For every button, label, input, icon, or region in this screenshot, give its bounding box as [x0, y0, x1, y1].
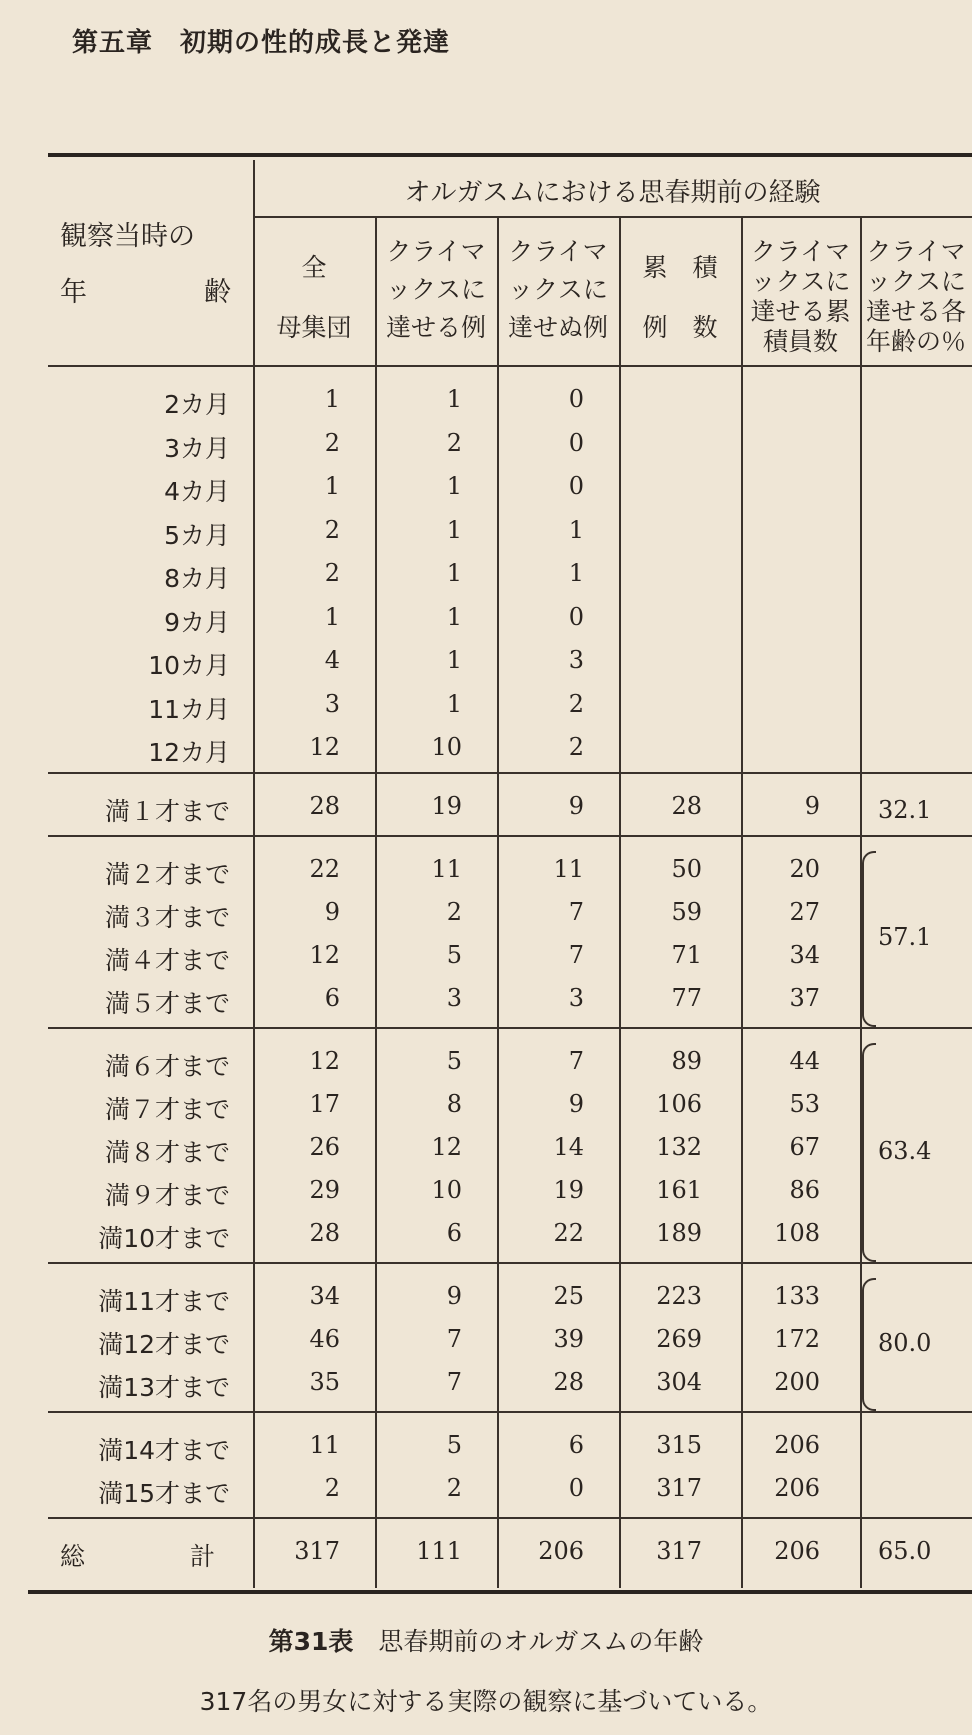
row-age-label: 満２才まで	[104, 860, 230, 889]
column-header-1-line1: 全	[301, 253, 327, 282]
cell-climax-no: 2	[568, 733, 584, 761]
column-header-3-line2: ックスに	[508, 275, 608, 304]
cell-total: 34	[309, 1282, 340, 1310]
cell-climax-no: 3	[568, 984, 584, 1012]
cell-cumulative-climax: 86	[789, 1176, 820, 1204]
group-percentage: 63.4	[878, 1136, 932, 1165]
cell-climax-no: 0	[568, 602, 584, 631]
column-header-4-line2: 例 数	[642, 313, 718, 342]
group-brace	[862, 1278, 876, 1411]
table-caption	[0, 1622, 972, 1658]
cell-cumulative-climax: 44	[789, 1047, 820, 1075]
total-label-b: 計	[190, 1542, 216, 1571]
row-age-label: 満８才まで	[104, 1138, 230, 1167]
group-header: オルガスムにおける思春期前の経験	[404, 178, 821, 208]
cell-climax-yes: 1	[446, 515, 462, 544]
table-bottom-rule	[28, 1590, 972, 1594]
row-age-label: 12カ月	[148, 738, 230, 767]
row-age-label: 満６才まで	[104, 1052, 230, 1081]
column-header-5-line1: クライマ	[750, 237, 851, 266]
cell-total: 4	[324, 646, 340, 674]
cell-climax-yes: 8	[446, 1090, 462, 1118]
column-header-5-line4: 積員数	[762, 327, 838, 356]
row-age-label: 満12才まで	[98, 1330, 230, 1359]
cell-total: 46	[309, 1325, 340, 1353]
row-age-label: 5カ月	[164, 520, 230, 550]
cell-climax-no: 2	[568, 689, 584, 718]
group-percentage: 32.1	[878, 795, 932, 824]
cell-climax-no: 6	[568, 1431, 584, 1459]
group-brace	[862, 851, 876, 1027]
cell-cumulative: 269	[656, 1325, 702, 1353]
cell-cumulative: 223	[656, 1282, 702, 1310]
cell-total: 9	[324, 898, 340, 926]
cell-climax-no: 19	[553, 1176, 584, 1204]
group-percentage: 80.0	[878, 1328, 932, 1357]
cell-climax-yes: 2	[446, 428, 462, 457]
table-number: 第31表	[268, 1627, 354, 1656]
row-age-label: 満10才まで	[98, 1224, 230, 1253]
row-age-label: 満１才まで	[104, 797, 230, 826]
cell-total: 2	[324, 515, 340, 544]
cell-climax-no: 9	[568, 792, 584, 820]
row-age-label: 満11才まで	[98, 1287, 230, 1316]
cell-climax-no: 39	[553, 1325, 584, 1353]
cell-climax-no: 0	[568, 385, 584, 413]
cell-climax-no: 9	[568, 1090, 584, 1118]
cell-climax-no: 25	[553, 1282, 584, 1310]
cell-cumulative: 315	[656, 1431, 702, 1459]
cell-cumulative-climax: 206	[774, 1474, 820, 1502]
cell-cumulative-climax: 206	[774, 1431, 820, 1459]
cell-cumulative-climax: 27	[789, 898, 820, 926]
header-bottom-rule	[48, 365, 972, 367]
row-age-label: 満３才まで	[104, 903, 230, 932]
column-header-4-line1: 累 積	[642, 253, 718, 282]
cell-total: 28	[309, 792, 340, 820]
cell-climax-yes: 5	[446, 1431, 462, 1459]
column-header-2-line1: クライマ	[386, 237, 486, 266]
column-header-3-line1: クライマ	[508, 237, 608, 266]
cell-cumulative-climax: 53	[789, 1090, 820, 1118]
cell-total: 1	[324, 602, 340, 631]
column-header-6-line2: ックスに	[866, 267, 966, 296]
cell-total: 2	[324, 559, 340, 587]
cell-climax-yes: 2	[446, 1474, 462, 1502]
cell-climax-yes: 10	[431, 733, 462, 761]
cell-climax-no: 0	[568, 472, 584, 500]
cell-total: 17	[309, 1090, 340, 1118]
cell-climax-no: 7	[568, 1047, 584, 1075]
cell-cumulative: 161	[656, 1176, 702, 1204]
cell-cumulative: 59	[671, 898, 702, 926]
cell-cumulative: 89	[671, 1047, 702, 1075]
cell-climax-yes: 7	[446, 1368, 462, 1396]
cell-cumulative: 189	[656, 1219, 702, 1247]
cell-cumulative: 28	[671, 792, 702, 820]
column-header-6-line1: クライマ	[866, 237, 966, 266]
cell-climax-yes: 7	[446, 1325, 462, 1353]
row-header-line2b: 齢	[204, 277, 231, 308]
cell-climax-no: 28	[553, 1368, 584, 1396]
total-total: 317	[294, 1537, 340, 1565]
cell-climax-yes: 9	[446, 1282, 462, 1310]
cell-total: 12	[309, 1047, 340, 1075]
cell-cumulative-climax: 172	[774, 1325, 820, 1353]
cell-climax-yes: 1	[446, 559, 462, 587]
column-header-5-line3: 達せる累	[750, 297, 851, 326]
cell-cumulative-climax: 20	[789, 855, 820, 883]
column-header-6-line3: 達せる各	[865, 297, 966, 326]
cell-cumulative-climax: 108	[774, 1219, 820, 1247]
cell-total: 11	[309, 1431, 340, 1459]
cell-total: 35	[309, 1368, 340, 1396]
cell-climax-no: 11	[553, 855, 584, 883]
row-age-label: 3カ月	[164, 433, 230, 463]
column-header-3-line3: 達せぬ例	[507, 313, 608, 342]
cell-climax-yes: 11	[431, 855, 462, 883]
cell-total: 1	[324, 385, 340, 413]
cell-cumulative: 50	[671, 855, 702, 883]
row-age-label: 満14才まで	[98, 1436, 230, 1465]
row-age-label: 4カ月	[164, 477, 230, 506]
cell-cumulative-climax: 200	[774, 1368, 820, 1396]
column-header-5-line2: ックスに	[750, 267, 851, 296]
cell-cumulative: 317	[656, 1474, 702, 1502]
cell-total: 26	[309, 1133, 340, 1161]
cell-climax-no: 14	[553, 1133, 584, 1161]
group-divider	[48, 772, 972, 774]
cell-climax-yes: 2	[446, 898, 462, 926]
total-climax-yes: 111	[416, 1537, 462, 1565]
group-divider	[48, 835, 972, 837]
cell-climax-yes: 6	[446, 1219, 462, 1247]
column-header-2-line2: ックスに	[386, 275, 486, 304]
cell-climax-yes: 1	[446, 472, 462, 500]
running-head: 第五章 初期の性的成長と発達	[72, 28, 451, 58]
row-age-label: 満９才まで	[104, 1181, 230, 1210]
total-cumulative-climax: 206	[774, 1537, 820, 1565]
cell-cumulative: 304	[656, 1368, 702, 1396]
row-age-label: 2カ月	[164, 390, 230, 419]
cell-cumulative-climax: 133	[774, 1282, 820, 1310]
row-age-label: 8カ月	[164, 564, 230, 593]
cell-total: 2	[324, 428, 340, 457]
cell-climax-yes: 5	[446, 1047, 462, 1075]
row-age-label: 満７才まで	[104, 1095, 230, 1124]
group-divider	[48, 1411, 972, 1413]
row-age-label: 9カ月	[164, 607, 230, 637]
cell-total: 12	[309, 733, 340, 761]
row-age-label: 満４才まで	[104, 946, 230, 975]
total-cumulative: 317	[656, 1537, 702, 1565]
table-top-rule	[48, 153, 972, 157]
cell-cumulative-climax: 34	[789, 941, 820, 969]
group-divider	[48, 1262, 972, 1264]
cell-total: 2	[324, 1474, 340, 1502]
column-header-6-line4: 年齢の％	[865, 327, 966, 356]
cell-climax-no: 7	[568, 941, 584, 969]
cell-climax-no: 1	[568, 559, 584, 587]
cell-climax-yes: 1	[446, 385, 462, 413]
cell-climax-no: 1	[568, 515, 584, 544]
column-header-1-line2: 母集団	[276, 313, 352, 342]
row-age-label: 11カ月	[148, 694, 230, 724]
group-percentage: 57.1	[878, 923, 932, 951]
cell-total: 22	[309, 855, 340, 883]
cell-total: 29	[309, 1176, 340, 1204]
cell-total: 1	[324, 472, 340, 500]
cell-climax-no: 3	[568, 646, 584, 674]
cell-cumulative: 106	[656, 1090, 702, 1118]
cell-climax-yes: 5	[446, 941, 462, 969]
cell-climax-yes: 3	[446, 984, 462, 1012]
cell-cumulative: 71	[671, 941, 702, 969]
cell-cumulative: 132	[656, 1133, 702, 1161]
cell-climax-no: 22	[553, 1219, 584, 1247]
cell-climax-yes: 1	[446, 646, 462, 674]
group-brace	[862, 1043, 876, 1262]
total-label-a: 総	[60, 1542, 86, 1571]
row-header-line1: 観察当時の	[60, 221, 195, 252]
cell-total: 12	[309, 941, 340, 969]
group-header-rule	[253, 216, 972, 218]
cell-total: 6	[324, 984, 340, 1012]
cell-climax-no: 0	[568, 428, 584, 457]
total-climax-no: 206	[538, 1537, 584, 1565]
group-divider	[48, 1027, 972, 1029]
cell-cumulative: 77	[671, 984, 702, 1012]
row-age-label: 満13才まで	[98, 1373, 230, 1402]
cell-cumulative-climax: 9	[804, 792, 820, 820]
row-header-line2a: 年	[60, 277, 87, 308]
cell-cumulative-climax: 37	[789, 984, 820, 1012]
cell-total: 3	[324, 689, 340, 718]
cell-climax-yes: 19	[431, 792, 462, 820]
cell-climax-yes: 1	[446, 689, 462, 718]
cell-climax-no: 7	[568, 898, 584, 926]
row-age-label: 10カ月	[148, 651, 230, 680]
column-header-2-line3: 達せる例	[385, 313, 486, 342]
row-age-label: 満15才まで	[98, 1479, 230, 1508]
cell-climax-yes: 10	[431, 1176, 462, 1204]
table-title: 思春期前のオルガスムの年齢	[378, 1627, 704, 1656]
cell-climax-yes: 1	[446, 602, 462, 631]
total-percentage: 65.0	[878, 1537, 932, 1565]
row-age-label: 満５才まで	[104, 989, 230, 1018]
group-divider	[48, 1517, 972, 1519]
cell-total: 28	[309, 1219, 340, 1247]
cell-climax-no: 0	[568, 1474, 584, 1502]
table-note: 317名の男女に対する実際の観察に基づいている。	[199, 1687, 773, 1716]
cell-cumulative-climax: 67	[789, 1133, 820, 1161]
cell-climax-yes: 12	[431, 1133, 462, 1161]
